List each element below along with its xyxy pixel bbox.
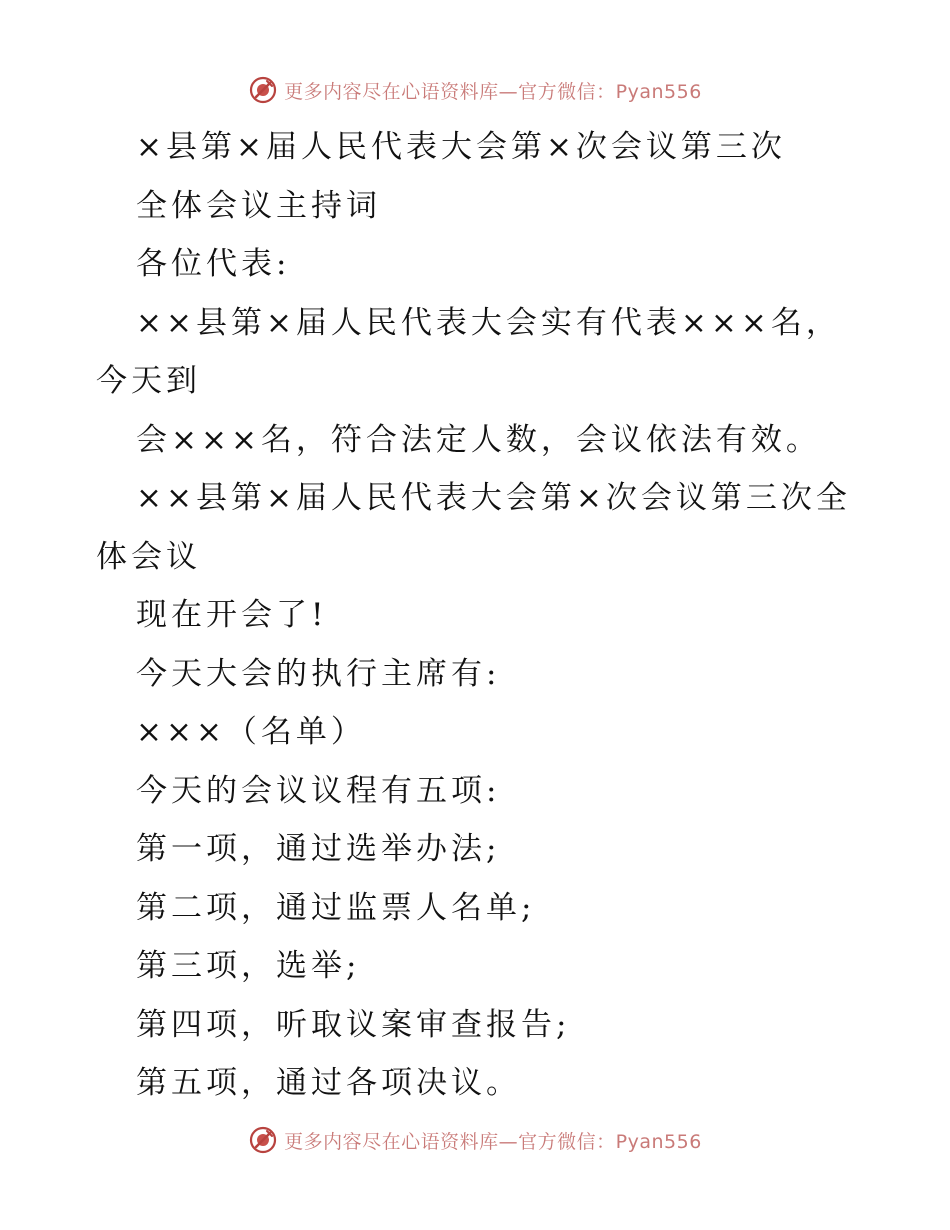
paragraph-title-line-1: ×县第×届人民代表大会第×次会议第三次 [136,129,786,165]
paragraph-quorum: 会×××名，符合法定人数，会议依法有效。 [136,421,821,458]
paragraph-title-line-2: 全体会议主持词 [136,187,381,224]
header-watermark [0,70,950,110]
agenda-item-5: 第五项，通过各项决议。 [136,1065,521,1101]
paragraph-chairs-intro: 今天大会的执行主席有: [136,655,501,692]
agenda-item-1: 第一项，通过选举办法; [136,831,501,867]
paragraph-chairs-list: ×××（名单） [136,714,366,750]
watermark-text: 更多内容尽在心语资料库—官方微信：Pyan556 [284,1130,702,1153]
agenda-item-3: 第三项，选举; [136,948,361,984]
paragraph-attendance: ××县第×届人民代表大会实有代表×××名，今天到 [96,304,841,399]
watermark-text: 更多内容尽在心语资料库—官方微信：Pyan556 [284,80,702,103]
paragraph-open-meeting: 现在开会了! [136,597,328,633]
brand-logo-icon [248,1125,278,1155]
document-body [96,118,866,1113]
paragraph-salutation: 各位代表: [136,246,291,282]
brand-logo-icon [248,75,278,105]
footer-watermark [0,1120,950,1160]
paragraph-agenda-intro: 今天的会议议程有五项: [136,772,501,809]
agenda-item-4: 第四项，听取议案审查报告; [136,1006,571,1043]
paragraph-session: ××县第×届人民代表大会第×次会议第三次全体会议 [96,480,851,575]
agenda-item-2: 第二项，通过监票人名单; [136,889,536,926]
